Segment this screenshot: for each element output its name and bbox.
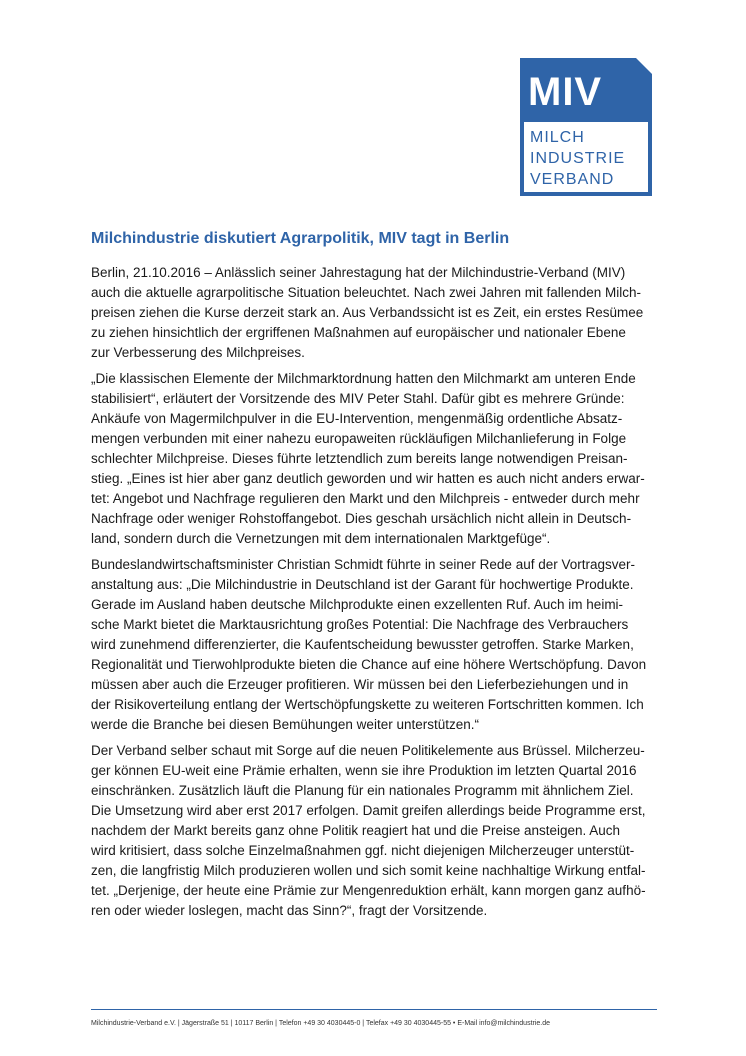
paragraph-3 [91,555,657,735]
text-line: Die Umsetzung wird aber erst 2017 erfolgen. Damit greifen allerdings beide Programme erst, [91,803,646,818]
text-line: ren oder wieder loslegen, macht das Sinn?“, fragt der Vorsitzende. [91,903,488,918]
text-line: „Die klassischen Elemente der Milchmarktordnung hatten den Milchmarkt am unteren Ende [91,371,636,386]
text-line: tet: Angebot und Nachfrage regulieren den Markt und den Milchpreis - entweder durch mehr [91,491,640,506]
text-line: mengen verbunden mit einer nahezu europaweiten rückläufigen Milchanlieferung in Folge [91,431,627,446]
text-line: Ankäufe von Magermilchpulver in die EU-Intervention, mengenmäßig ordentliche Absatz- [91,411,623,426]
text-line: einschränken. Zusätzlich läuft die Planung für ein nationales Programm mit ähnlichem Ziel. [91,783,634,798]
text-line: sche Markt bietet die Marktausrichtung großes Potential: Die Nachfrage des Verbrauchers [91,617,629,632]
text-line: Nachfrage oder weniger Rohstoffangebot. Dies geschah ursächlich nicht allein in Deutsch- [91,511,632,526]
logo-line-industrie: INDUSTRIE [530,150,626,167]
paragraph-1 [91,263,657,363]
footer-contact: Milchindustrie-Verband e.V. | Jägerstraße 51 | 10117 Berlin | Telefon +49 30 4030445-0 | Telefax +49 30 4030445-55 • E-Mail info@milchindustrie.de [91,1020,551,1027]
text-line: zen, die langfristig Milch produzieren wollen und sich somit keine nachhaltige Wirkung entfal- [91,863,646,878]
text-line: stabilisiert“, erläutert der Vorsitzende des MIV Peter Stahl. Dafür gibt es mehrere Gründe: [91,391,625,406]
text-line: Bundeslandwirtschaftsminister Christian Schmidt führte in seiner Rede auf der Vortragsver- [91,557,635,572]
logo-abbreviation: MIV [528,70,603,114]
text-line: zu ziehen hinsichtlich der ergriffenen Maßnahmen auf europäischer und nationaler Ebene [91,325,626,340]
text-line: land, sondern durch die Vernetzungen mit dem internationalen Marktgefüge“. [91,531,551,546]
text-line: wird kritisiert, dass solche Einzelmaßnahmen ggf. nicht diejenigen Milcherzeuger unterstüt- [91,843,635,858]
text-line: tet. „Derjenige, der heute eine Prämie zur Mengenreduktion erhält, kann morgen ganz aufhö- [91,883,646,898]
text-line: auch die aktuelle agrarpolitische Situation beleuchtet. Nach zwei Jahren mit fallenden Milch- [91,285,642,300]
text-line: Der Verband selber schaut mit Sorge auf die neuen Politikelemente aus Brüssel. Milcherzeu- [91,743,645,758]
text-line: anstaltung aus: „Die Milchindustrie in Deutschland ist der Garant für hochwertige Produkte. [91,577,634,592]
page-title: Milchindustrie diskutiert Agrarpolitik, MIV tagt in Berlin [91,230,510,247]
text-line: preisen ziehen die Kurse derzeit stark an. Aus Verbandssicht ist es Zeit, ein erstes Resümee [91,305,644,320]
logo-line-milch: MILCH [530,129,585,146]
miv-logo [520,58,652,196]
text-line: nachdem der Markt bereits ganz ohne Politik reagiert hat und die Preise ansteigen. Auch [91,823,621,838]
text-line: Gerade im Ausland haben deutsche Milchprodukte einen exzellenten Ruf. Auch im heimi- [91,597,624,612]
text-line: wird zunehmend differenzierter, die Kaufentscheidung bewusster getroffen. Starke Marken, [91,637,634,652]
text-line: schlechter Milchpreise. Dieses führte letztendlich zum bereits lange notwendigen Preisan- [91,451,628,466]
text-line: müssen aber auch die Erzeuger profitieren. Wir müssen bei den Lieferbeziehungen und in [91,677,629,692]
paragraph-4 [91,741,657,921]
paragraph-2 [91,369,657,549]
text-line: Berlin, 21.10.2016 – Anlässlich seiner Jahrestagung hat der Milchindustrie-Verband (MIV) [91,265,626,280]
text-line: Regionalität und Tierwohlprodukte bieten die Chance auf eine höhere Wertschöpfung. Davon [91,657,647,672]
text-line: zur Verbesserung des Milchpreises. [91,345,305,360]
article-body [91,263,657,927]
logo-line-verband: VERBAND [530,171,615,188]
footer-divider [91,1009,657,1010]
text-line: stieg. „Eines ist hier aber ganz deutlich geworden und wir hatten es auch nicht anders erwar- [91,471,645,486]
text-line: ger können EU-weit eine Prämie erhalten, wenn sie ihre Produktion im letzten Quartal 2016 [91,763,637,778]
text-line: werde die Branche bei diesen Bemühungen weiter unterstützen.“ [91,717,479,732]
text-line: der Risikoverteilung entlang der Wertschöpfungskette zu weiteren Fortschritten kommen. Ich [91,697,644,712]
